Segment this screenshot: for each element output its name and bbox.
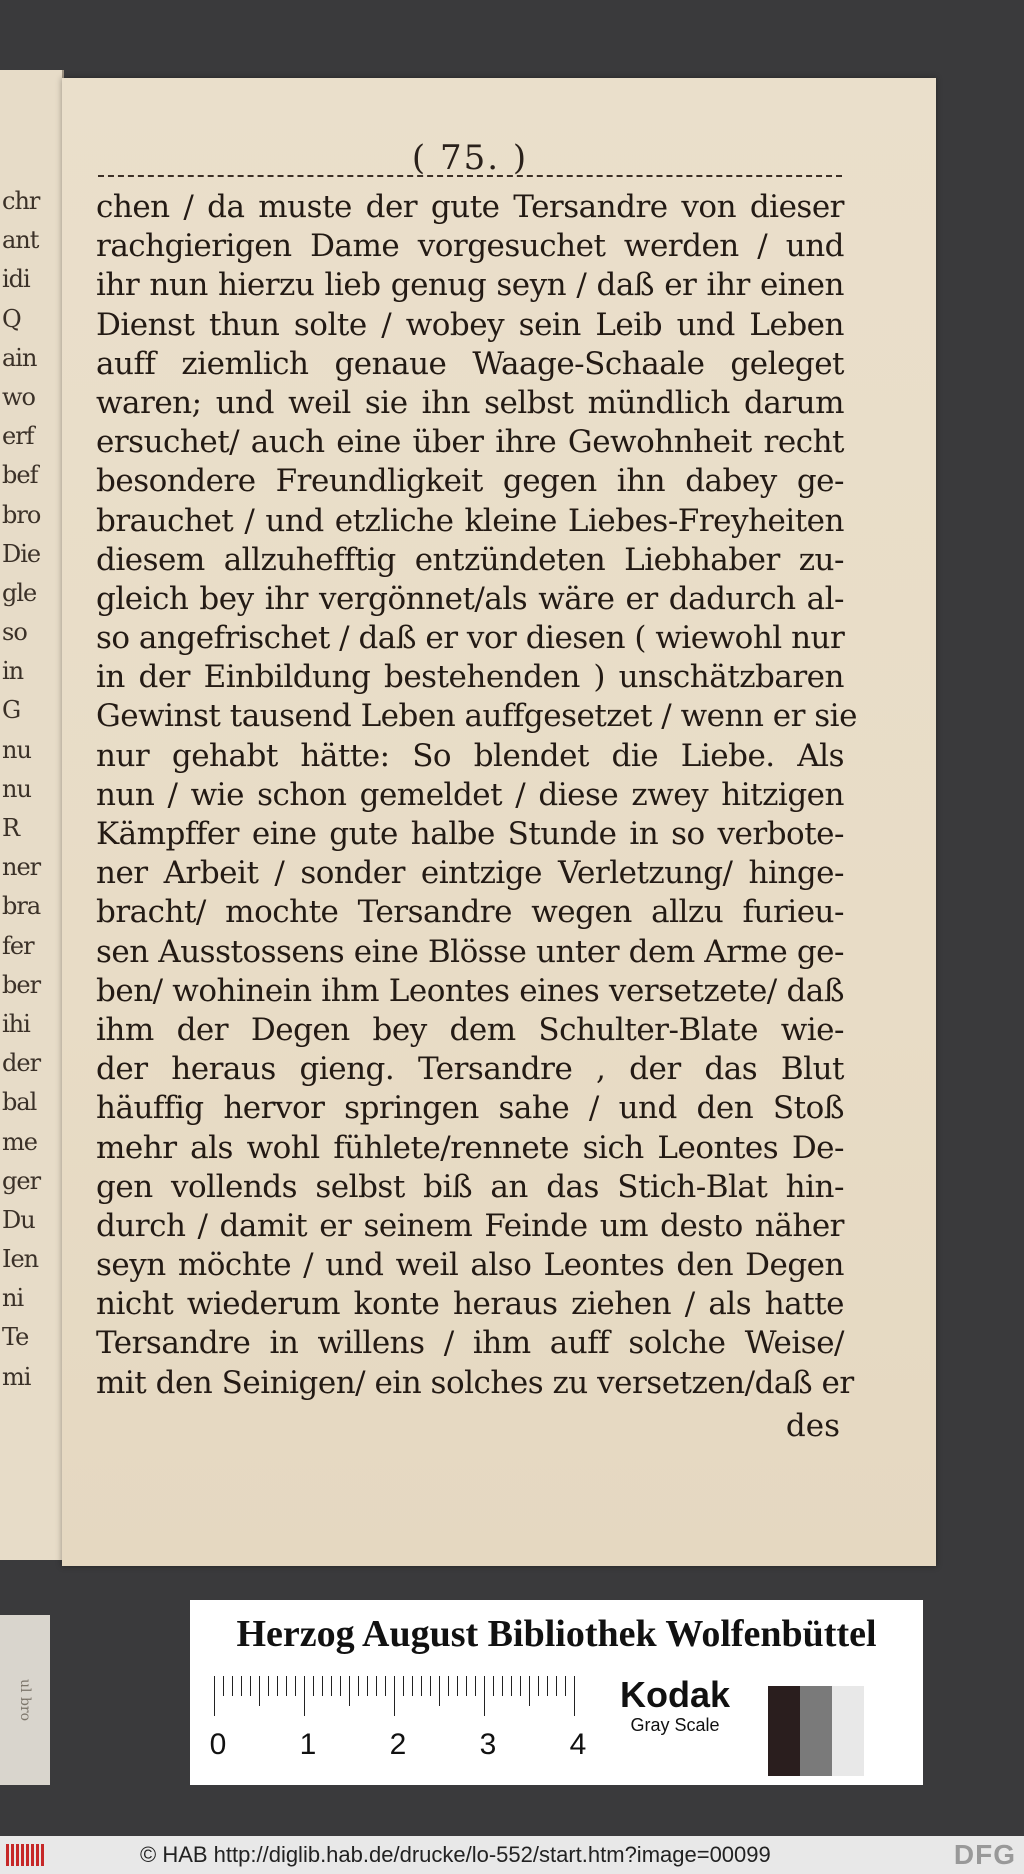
previous-page-fragment: mi — [2, 1362, 31, 1391]
previous-page-fragment: so — [2, 618, 27, 647]
gray-swatch — [768, 1686, 800, 1776]
ruler-tick — [412, 1676, 413, 1696]
ruler-label: 3 — [479, 1728, 497, 1761]
previous-page-fragment: Die — [2, 539, 41, 568]
text-line: auff ziemlich genaue Waage-Schaale geleget — [96, 345, 844, 382]
text-line: Gewinst tausend Leben auffgesetzet / wenn er sie — [96, 698, 857, 735]
previous-page-fragment: fer — [2, 931, 34, 960]
ruler-tick — [448, 1676, 449, 1696]
text-line: in der Einbildung bestehenden ) unschätzbaren — [96, 659, 844, 696]
ruler-tick — [457, 1676, 458, 1696]
ruler-label: 0 — [209, 1728, 227, 1761]
text-line: mit den Seinigen/ ein solches zu versetzen/daß er — [96, 1364, 854, 1401]
previous-page-fragment: ger — [2, 1166, 41, 1195]
kodak-label — [610, 1676, 740, 1736]
ruler-tick — [520, 1676, 521, 1696]
header-rule — [98, 175, 842, 177]
ruler-tick — [421, 1676, 422, 1696]
page-number: ( 75. ) — [411, 138, 529, 178]
previous-page-fragment: bef — [2, 461, 38, 490]
text-line: brauchet / und etzliche kleine Liebes-Freyheiten — [96, 502, 844, 539]
ruler-tick — [511, 1676, 512, 1696]
ruler-label: 1 — [299, 1728, 317, 1761]
ruler-tick — [304, 1676, 305, 1716]
scanned-page — [62, 78, 936, 1566]
ruler-tick — [277, 1676, 278, 1696]
previous-page-fragment: G — [2, 696, 21, 725]
ruler-tick — [322, 1676, 323, 1696]
ruler-tick — [286, 1676, 287, 1696]
previous-page-fragment: R — [2, 814, 20, 842]
text-line: diesem allzuhefftig entzündeten Liebhaber zu- — [96, 541, 844, 578]
ruler-label: 2 — [389, 1728, 407, 1761]
text-line: mehr als wohl fühlete/rennete sich Leontes De- — [96, 1129, 844, 1166]
ruler-tick — [394, 1676, 395, 1716]
ruler-tick — [484, 1676, 485, 1716]
ruler-tick — [232, 1676, 233, 1696]
text-line: nun / wie schon gemeldet / diese zwey hitzigen — [96, 776, 844, 813]
ruler-tick — [502, 1676, 503, 1696]
previous-page-text — [2, 182, 58, 1397]
ruler-tick — [475, 1676, 476, 1696]
page-header — [100, 134, 840, 186]
text-line: chen / da muste der gute Tersandre von dieser — [96, 189, 844, 225]
ruler-tick — [466, 1676, 467, 1696]
ruler-tick — [547, 1676, 548, 1696]
previous-page-fragment: Ien — [2, 1245, 39, 1274]
text-line: nur gehabt hätte: So blendet die Liebe. Als — [96, 737, 844, 774]
ruler-tick — [241, 1676, 242, 1696]
text-line: bracht/ mochte Tersandre wegen allzu furieu- — [96, 894, 844, 931]
catchword: des — [785, 1408, 840, 1444]
previous-page-fragment: erf — [2, 422, 34, 451]
ruler-tick — [223, 1676, 224, 1696]
previous-page-fragment: nu — [2, 735, 31, 764]
gray-swatch — [800, 1686, 832, 1776]
ruler-tick — [403, 1676, 404, 1696]
text-line: ersuchet/ auch eine über ihre Gewohnheit recht — [96, 424, 844, 461]
ruler-tick — [493, 1676, 494, 1696]
text-line: rachgierigen Dame vorgesuchet werden / und — [96, 228, 844, 265]
ruler-tick — [250, 1676, 251, 1696]
text-line: ben/ wohinein ihm Leontes eines versetzete/ daß — [96, 972, 844, 1009]
previous-page-fragment: ant — [2, 226, 39, 255]
ruler-tick — [376, 1676, 377, 1696]
scale-ruler — [214, 1676, 584, 1716]
previous-page-fragment: ain — [2, 343, 37, 372]
ruler-tick — [430, 1676, 431, 1696]
ruler-label: 4 — [569, 1728, 587, 1761]
previous-page-fragment: bra — [2, 892, 41, 921]
ruler-tick — [385, 1676, 386, 1696]
previous-page-fragment: chr — [2, 187, 40, 215]
ruler-labels — [208, 1728, 608, 1768]
previous-page-fragment: in — [2, 657, 24, 686]
previous-page-fragment: ner — [2, 853, 41, 882]
text-line: gleich bey ihr vergönnet/als wäre er dadurch al- — [96, 580, 844, 617]
gray-scale-swatches — [768, 1686, 868, 1776]
ruler-tick — [214, 1676, 215, 1716]
ruler-tick — [259, 1676, 260, 1706]
ruler-tick — [358, 1676, 359, 1696]
text-line: Kämpffer eine gute halbe Stunde in so verbote- — [96, 816, 844, 852]
previous-page-fragment: nu — [2, 774, 31, 803]
text-line: häuffig hervor springen sahe / und den Stoß — [96, 1090, 844, 1127]
hab-logo-icon — [6, 1844, 46, 1866]
previous-page-stamp: ul bro — [0, 1615, 50, 1785]
text-line: der heraus gieng. Tersandre , der das Blut — [96, 1051, 844, 1088]
text-line: waren; und weil sie ihn selbst mündlich darum — [96, 384, 844, 421]
ruler-tick — [331, 1676, 332, 1696]
page-text-body — [96, 188, 857, 1403]
kodak-subtitle: Gray Scale — [630, 1715, 720, 1735]
ruler-tick — [439, 1676, 440, 1706]
text-line: Tersandre in willens / ihm auff solche Weise/ — [96, 1325, 844, 1362]
text-line: nicht wiederum konte heraus ziehen / als hatte — [96, 1286, 844, 1323]
text-line: ihm der Degen bey dem Schulter-Blate wie- — [96, 1011, 844, 1048]
previous-page-fragment: der — [2, 1049, 41, 1078]
text-line: seyn möchte / und weil also Leontes den Degen — [96, 1247, 844, 1284]
ruler-tick — [367, 1676, 368, 1696]
ruler-tick — [529, 1676, 530, 1706]
previous-page-fragment: ber — [2, 970, 41, 999]
footer-bar — [0, 1836, 1024, 1874]
previous-page-fragment: wo — [2, 382, 35, 411]
previous-page-fragment: Du — [2, 1205, 35, 1234]
ruler-tick — [565, 1676, 566, 1696]
ruler-tick — [295, 1676, 296, 1696]
text-line: ner Arbeit / sonder eintzige Verletzung/ hinge- — [96, 855, 844, 892]
color-target-card — [190, 1600, 923, 1785]
previous-page-fragment: ni — [2, 1284, 24, 1313]
previous-page-fragment: bro — [2, 500, 41, 529]
text-line: so angefrischet / daß er vor diesen ( wiewohl nur — [96, 620, 845, 657]
ruler-tick — [340, 1676, 341, 1696]
previous-page-fragment: ihi — [2, 1009, 30, 1038]
previous-page-fragment: idi — [2, 265, 30, 294]
dfg-logo: DFG — [953, 1839, 1016, 1870]
previous-page-edge — [0, 70, 64, 1560]
library-name: Herzog August Bibliothek Wolfenbüttel — [236, 1613, 877, 1655]
text-line: gen vollends selbst biß an das Stich-Blat hin- — [96, 1168, 844, 1205]
ruler-tick — [313, 1676, 314, 1696]
ruler-tick — [268, 1676, 269, 1696]
text-line: besondere Freundligkeit gegen ihn dabey ge- — [96, 463, 844, 500]
ruler-tick — [538, 1676, 539, 1696]
previous-page-fragment: Q — [2, 304, 21, 333]
ruler-tick — [556, 1676, 557, 1696]
kodak-brand: Kodak — [619, 1674, 731, 1715]
gray-swatch — [832, 1686, 864, 1776]
ruler-tick — [574, 1676, 575, 1716]
previous-page-fragment: gle — [2, 578, 37, 607]
text-line: durch / damit er seinem Feinde um desto näher — [96, 1207, 844, 1244]
ruler-tick — [349, 1676, 350, 1706]
copyright-url[interactable]: © HAB http://diglib.hab.de/drucke/lo-552/start.htm?image=00099 — [140, 1842, 771, 1867]
text-line: sen Ausstossens eine Blösse unter dem Arme ge- — [96, 933, 844, 970]
previous-page-fragment: Te — [2, 1323, 29, 1352]
text-line: ihr nun hierzu lieb genug seyn / daß er ihr einen — [96, 267, 844, 304]
previous-page-fragment: me — [2, 1127, 37, 1156]
text-line: Dienst thun solte / wobey sein Leib und Leben — [96, 306, 844, 343]
previous-page-fragment: bal — [2, 1088, 37, 1117]
